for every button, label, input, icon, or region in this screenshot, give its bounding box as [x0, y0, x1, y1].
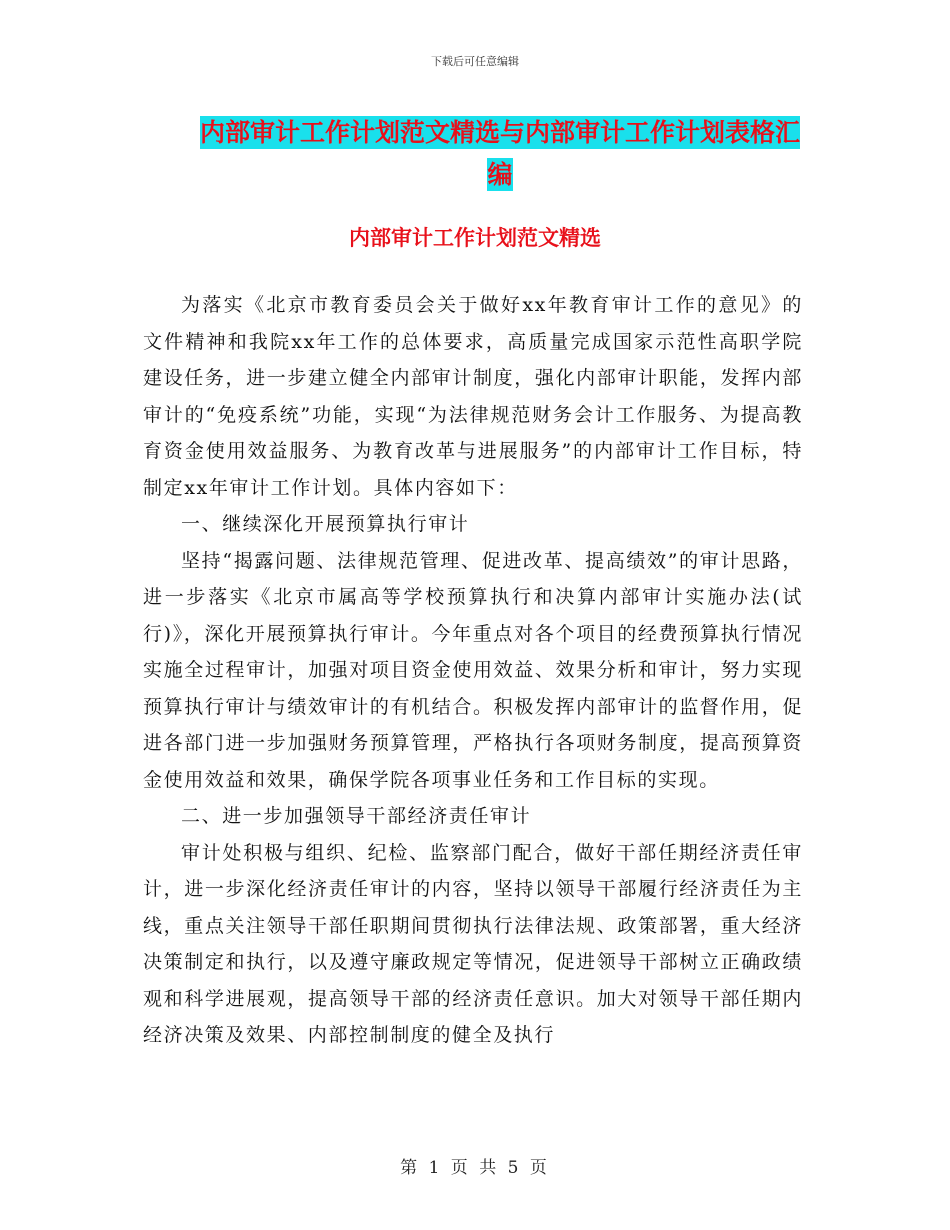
section-heading: 二、进一步加强领导干部经济责任审计 [181, 805, 532, 827]
document-title [190, 112, 810, 196]
paragraph: 坚持“揭露问题、法律规范管理、促进改革、提高绩效”的审计思路，进一步落实《北京市属高等学校预算执行和决算内部审计实施办法(试行)》，深化开展预算执行审计。今年重点对各个项目的经费预算执行情况实施全过程审计，加强对项目资金使用效益、效果分析和审计，努力实现预算执行审计与绩效审计的有机结合。积极发挥内部审计的监督作用，促进各部门进一步加强财务预算管理，严格执行各项财务制度，提高预算资金使用效益和效果，确保学院各项事业任务和工作目标的实现。 [143, 549, 803, 791]
header-note: 下载后可任意编辑 [431, 55, 519, 68]
page-number: 第 1 页 共 5 页 [400, 1158, 550, 1178]
document-body [143, 287, 803, 1054]
document-title-text: 内部审计工作计划范文精选与内部审计工作计划表格汇编 [199, 118, 800, 189]
section-title: 内部审计工作计划范文精选 [349, 226, 601, 250]
paragraph: 审计处积极与组织、纪检、监察部门配合，做好干部任期经济责任审计，进一步深化经济责任审计的内容，坚持以领导干部履行经济责任为主线，重点关注领导干部任职期间贯彻执行法律法规、政策部署，重大经济决策制定和执行，以及遵守廉政规定等情况，促进领导干部树立正确政绩观和科学进展观，提高领导干部的经济责任意识。加大对领导干部任期内经济决策及效果、内部控制制度的健全及执行 [143, 841, 803, 1046]
paragraph: 为落实《北京市教育委员会关于做好xx年教育审计工作的意见》的文件精神和我院xx年工作的总体要求，高质量完成国家示范性高职学院建设任务，进一步建立健全内部审计制度，强化内部审计职能，发挥内部审计的“免疫系统”功能，实现“为法律规范财务会计工作服务、为提高教育资金使用效益服务、为教育改革与进展服务”的内部审计工作目标，特制定xx年审计工作计划。具体内容如下： [143, 294, 803, 499]
section-heading: 一、继续深化开展预算执行审计 [181, 513, 470, 535]
